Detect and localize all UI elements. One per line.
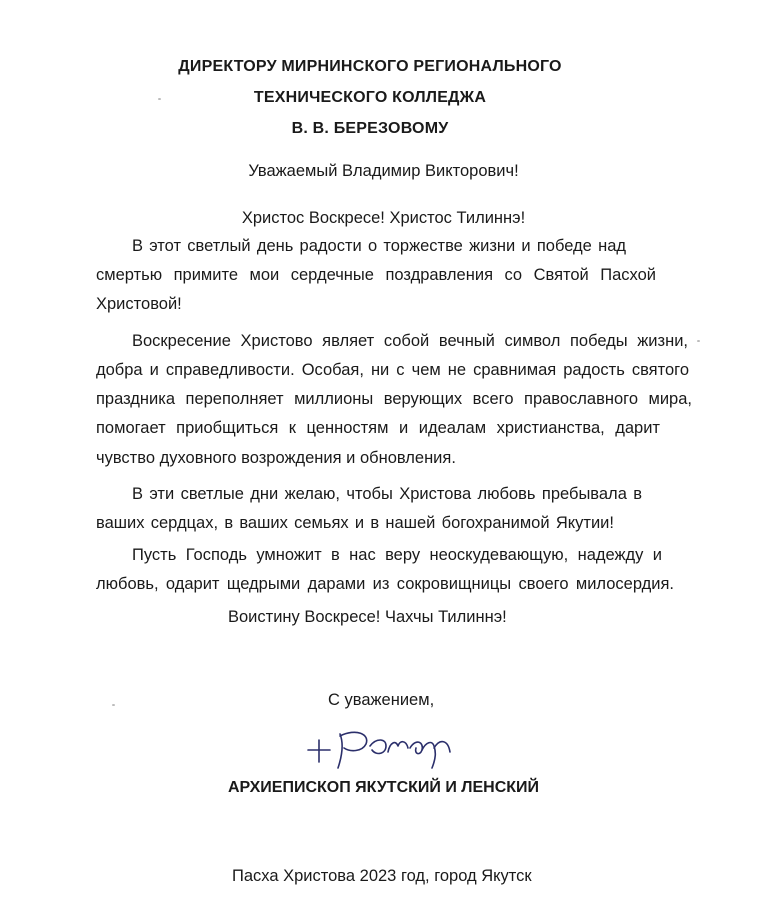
scan-speck [112, 704, 115, 706]
paragraph-4-line-2: любовь, одарит щедрыми дарами из сокровищницы своего милосердия. [96, 575, 674, 593]
scan-speck [697, 340, 700, 342]
signatory-title: АРХИЕПИСКОП ЯКУТСКИЙ И ЛЕНСКИЙ [228, 779, 540, 796]
easter-greeting: Христос Воскресе! Христос Тилиннэ! [241, 209, 526, 227]
paragraph-3-line-2: ваших сердцах, в ваших семьях и в нашей богохранимой Якутии! [96, 514, 614, 532]
footer-date-place: Пасха Христова 2023 год, город Якутск [232, 867, 532, 885]
paragraph-1-line-1: В этот светлый день радости о торжестве жизни и победе над [132, 237, 626, 255]
sign-off: С уважением, [328, 691, 435, 709]
paragraph-4-line-1: Пусть Господь умножит в нас веру неоскудевающую, надежду и [132, 546, 662, 564]
closing-greeting: Воистину Воскресе! Чахчы Тилиннэ! [228, 608, 507, 626]
handwritten-signature [300, 724, 480, 776]
salutation: Уважаемый Владимир Викторович! [248, 162, 519, 180]
addressee-line-3: В. В. БЕРЕЗОВОМУ [291, 120, 449, 137]
addressee-line-2: ТЕХНИЧЕСКОГО КОЛЛЕДЖА [253, 89, 487, 106]
paragraph-2-line-3: праздника переполняет миллионы верующих всего православного мира, [96, 390, 692, 408]
paragraph-1-line-2: смертью примите мои сердечные поздравления со Святой Пасхой [96, 266, 656, 284]
paragraph-2-line-2: добра и справедливости. Особая, ни с чем не сравнимая радость святого [96, 361, 689, 379]
paragraph-3-line-1: В эти светлые дни желаю, чтобы Христова любовь пребывала в [132, 485, 642, 503]
paragraph-2-line-1: Воскресение Христово являет собой вечный символ победы жизни, [132, 332, 688, 350]
paragraph-1-line-3: Христовой! [96, 295, 182, 313]
scan-speck [158, 98, 161, 100]
paragraph-2-line-4: помогает приобщиться к ценностям и идеалам христианства, дарит [96, 419, 660, 437]
paragraph-2-line-5: чувство духовного возрождения и обновления. [96, 449, 456, 467]
addressee-line-1: ДИРЕКТОРУ МИРНИНСКОГО РЕГИОНАЛЬНОГО [178, 58, 562, 75]
